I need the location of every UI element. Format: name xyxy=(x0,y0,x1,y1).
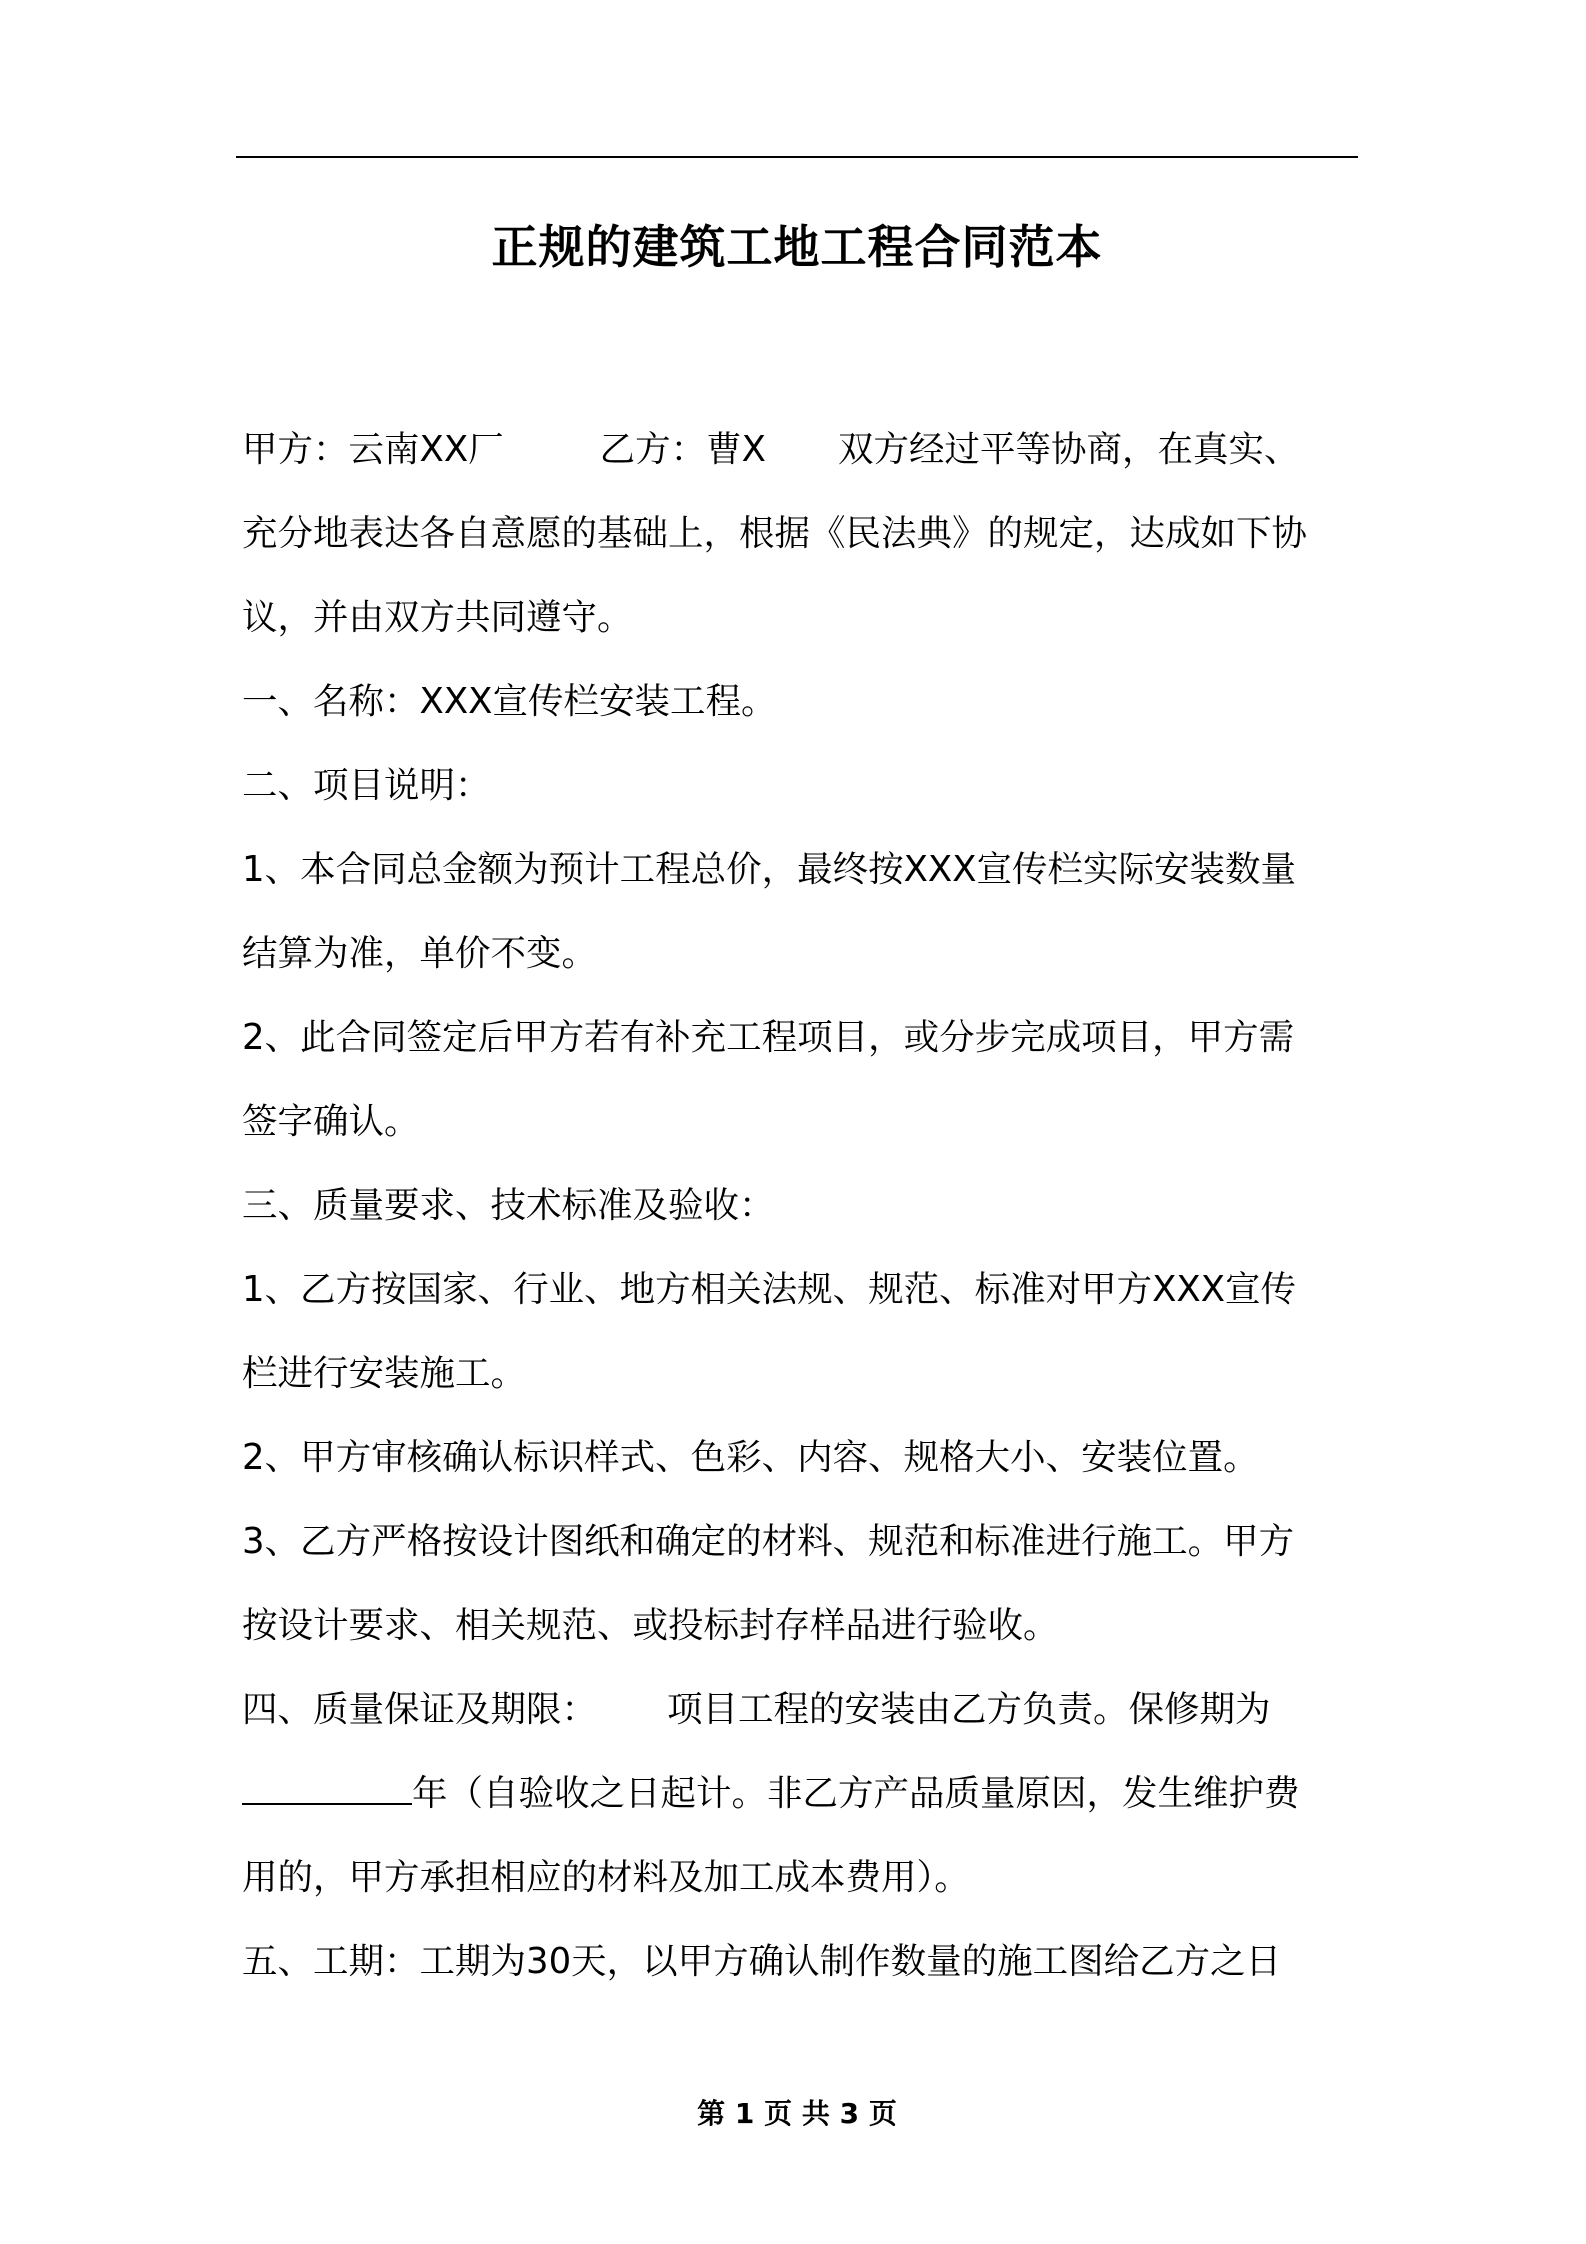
page-number: 第 1 页 共 3 页 xyxy=(697,2097,897,2130)
party-a: 甲方：云南XX厂 xyxy=(242,429,504,470)
contract-text: 双方经过平等协商，在真实、 xyxy=(837,429,1300,470)
contract-line xyxy=(242,1752,1358,1836)
section-heading: 三、质量要求、技术标准及验收： xyxy=(242,1185,775,1226)
document-title: 正规的建筑工地工程合同范本 xyxy=(491,220,1103,274)
contract-body xyxy=(242,408,1358,2004)
contract-line: 签字确认。 xyxy=(242,1101,420,1142)
contract-line: 结算为准，单价不变。 xyxy=(242,933,598,974)
contract-line: 2、甲方审核确认标识样式、色彩、内容、规格大小、安装位置。 xyxy=(242,1437,1259,1478)
contract-text: 年（自验收之日起计。非乙方产品质量原因，发生维护费 xyxy=(412,1773,1300,1814)
contract-line: 栏进行安装施工。 xyxy=(242,1353,527,1394)
contract-line: 按设计要求、相关规范、或投标封存样品进行验收。 xyxy=(242,1605,1059,1646)
blank-field xyxy=(242,1773,412,1805)
contract-line: 1、乙方按国家、行业、地方相关法规、规范、标准对甲方XXX宣传 xyxy=(242,1269,1297,1310)
section-heading: 二、项目说明： xyxy=(242,765,491,806)
contract-line xyxy=(242,1668,1358,1752)
contract-line: 2、此合同签定后甲方若有补充工程项目，或分步完成项目，甲方需 xyxy=(242,1017,1295,1058)
contract-line: 1、本合同总金额为预计工程总价，最终按XXX宣传栏实际安装数量 xyxy=(242,849,1297,890)
contract-line: 3、乙方严格按设计图纸和确定的材料、规范和标准进行施工。甲方 xyxy=(242,1521,1295,1562)
contract-line xyxy=(242,408,1358,492)
section-heading: 五、工期：工期为30天，以甲方确认制作数量的施工图给乙方之日 xyxy=(242,1941,1282,1982)
contract-line: 充分地表达各自意愿的基础上，根据《民法典》的规定，达成如下协 xyxy=(242,513,1308,554)
contract-line: 用的，甲方承担相应的材料及加工成本费用）。 xyxy=(242,1857,970,1898)
contract-text: 项目工程的安装由乙方负责。保修期为 xyxy=(667,1689,1271,1730)
section-heading: 四、质量保证及期限： xyxy=(242,1689,598,1730)
header-rule xyxy=(236,156,1358,158)
contract-line: 议，并由双方共同遵守。 xyxy=(242,597,633,638)
section-heading: 一、名称：XXX宣传栏安装工程。 xyxy=(242,681,777,722)
party-b: 乙方：曹X xyxy=(599,429,766,470)
